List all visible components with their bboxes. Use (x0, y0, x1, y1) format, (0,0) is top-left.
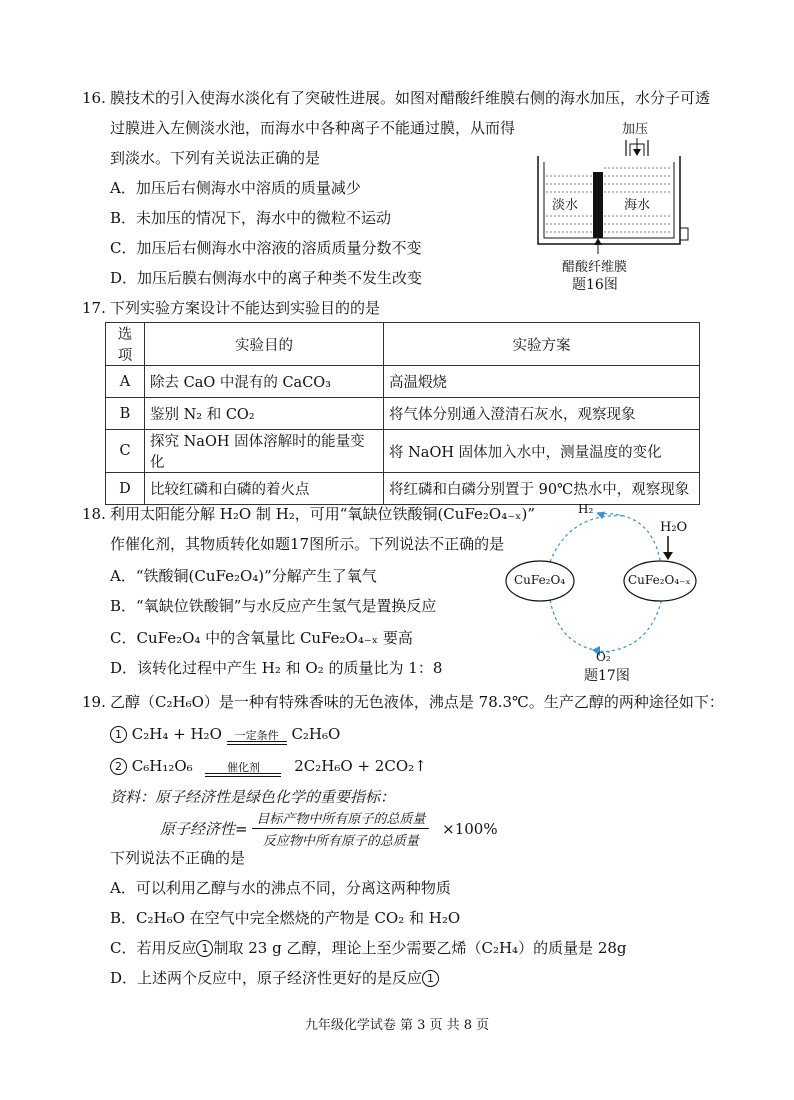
reaction2-mark: 2 (110, 758, 127, 775)
q18-line1: 利用太阳能分解 H₂O 制 H₂，可用“氧缺位铁酸铜(CuFe₂O₄₋ₓ)” (110, 505, 536, 523)
q19-option-d-mark: 1 (422, 970, 439, 987)
q19-info: 资料：原子经济性是绿色化学的重要指标： (110, 788, 396, 806)
formula-rhs: ×100% (442, 819, 498, 838)
row-plan: 将红磷和白磷分别置于 90℃热水中，观察现象 (384, 473, 700, 505)
q19-stem: 下列说法不正确的是 (110, 849, 246, 867)
q19-option-c-pre: C．若用反应 (110, 939, 197, 957)
sea-water-label: 海水 (624, 194, 650, 213)
table-row (106, 398, 700, 430)
q18-figure (500, 500, 700, 685)
table-row (106, 366, 700, 398)
q16-figure (530, 118, 700, 293)
q18-option-b: B．“氧缺位铁酸铜”与水反应产生氢气是置换反应 (110, 597, 437, 615)
q19-option-d-pre: D．上述两个反应中，原子经济性更好的是反应 (110, 969, 423, 987)
reaction2-condition (205, 762, 281, 777)
page-footer: 九年级化学试卷 第 3 页 共 8 页 (304, 1018, 490, 1033)
reaction1-condition (227, 730, 287, 745)
atom-economy-formula (160, 808, 498, 849)
outlet-pipe (680, 228, 688, 240)
membrane (593, 172, 603, 238)
q17-number: 17. (82, 299, 106, 317)
figure16-caption: 题16图 (572, 277, 618, 293)
header-goal: 实验目的 (145, 323, 384, 366)
formula-denominator: 反应物中所有原子的总质量 (262, 834, 419, 849)
h2-label: H₂ (578, 502, 594, 516)
row-goal: 除去 CaO 中混有的 CaCO₃ (145, 366, 384, 398)
row-option: C (106, 430, 145, 473)
q18-number: 18. (82, 505, 106, 523)
q19-number: 19. (82, 693, 106, 711)
q18-option-d: D．该转化过程中产生 H₂ 和 O₂ 的质量比为 1：8 (110, 659, 443, 677)
row-goal: 比较红磷和白磷的着火点 (145, 473, 384, 505)
q19-reaction1 (110, 724, 340, 745)
q19-reaction2 (110, 756, 427, 777)
reaction1-condition-label: 一定条件 (234, 729, 279, 742)
q18-option-c: C．CuFe₂O₄ 中的含氧量比 CuFe₂O₄₋ₓ 要高 (110, 629, 413, 647)
q19-option-c-post: 制取 23 g 乙醇，理论上至少需要乙烯（C₂H₄）的质量是 28g (213, 939, 627, 957)
right-node-label: CuFe₂O₄₋ₓ (628, 573, 691, 587)
q16-line3: 到淡水。下列有关说法正确的是 (110, 149, 321, 167)
row-option: D (106, 473, 145, 505)
reaction2-products: 2C₂H₆O + 2CO₂↑ (294, 757, 427, 775)
q16-line2: 过膜进入左侧淡水池，而海水中各种离子不能通过膜，从而得 (110, 119, 516, 137)
header-plan: 实验方案 (384, 323, 700, 366)
formula-numerator: 目标产物中所有原子的总质量 (252, 808, 429, 829)
row-goal: 鉴别 N₂ 和 CO₂ (145, 398, 384, 430)
arc-top-right (598, 514, 660, 560)
arc-top-left (550, 516, 625, 562)
q16-number: 16. (82, 89, 106, 107)
pressure-label: 加压 (622, 122, 649, 137)
reaction1-reactants: C₂H₄ + H₂O (131, 725, 222, 743)
o2-label: O₂ (596, 650, 611, 664)
h2o-label: H₂O (660, 520, 688, 535)
arc-bottom-right (600, 598, 662, 652)
q19-option-d (110, 968, 439, 988)
formula-lhs: 原子经济性= (160, 820, 248, 838)
q18-option-a: A．“铁酸铜(CuFe₂O₄)”分解产生了氧气 (110, 567, 377, 585)
q19-option-c-mark: 1 (196, 940, 213, 957)
table-row (106, 430, 700, 473)
row-plan: 将气体分别通入澄清石灰水，观察现象 (384, 398, 700, 430)
row-plan: 高温煅烧 (384, 366, 700, 398)
arc-bottom-left (550, 600, 610, 652)
header-option: 选项 (106, 323, 145, 366)
reaction2-reactants: C₆H₁₂O₆ (131, 757, 193, 775)
q17-stem: 下列实验方案设计不能达到实验目的的是 (110, 299, 381, 317)
reaction1-products: C₂H₆O (291, 725, 341, 743)
q16-option-b: B．未加压的情况下，海水中的微粒不运动 (110, 209, 392, 227)
row-plan: 将 NaOH 固体加入水中，测量温度的变化 (384, 430, 700, 473)
reaction1-mark: 1 (110, 726, 127, 743)
q16-option-d: D．加压后膜右侧海水中的离子种类不发生改变 (110, 269, 423, 287)
left-node-label: CuFe₂O₄ (514, 573, 566, 587)
membrane-label: 醋酸纤维膜 (562, 260, 628, 275)
fresh-water-label: 淡水 (552, 194, 578, 213)
row-option: A (106, 366, 145, 398)
q19-option-b: B．C₂H₆O 在空气中完全燃烧的产物是 CO₂ 和 H₂O (110, 909, 461, 927)
q17-table (105, 322, 700, 505)
q19-line1: 乙醇（C₂H₆O）是一种有特殊香味的无色液体，沸点是 78.3℃。生产乙醇的两种途径如下： (110, 693, 724, 711)
reaction2-condition-label: 催化剂 (226, 761, 260, 774)
figure17-caption: 题17图 (584, 668, 630, 684)
row-option: B (106, 398, 145, 430)
row-goal: 探究 NaOH 固体溶解时的能量变化 (145, 430, 384, 473)
q18-line2: 作催化剂，其物质转化如题17图所示。下列说法不正确的是 (110, 535, 505, 553)
q16-line1: 膜技术的引入使海水淡化有了突破性进展。如图对醋酸纤维膜右侧的海水加压，水分子可透 (110, 89, 711, 107)
q19-option-c (110, 938, 627, 958)
q19-option-a: A．可以利用乙醇与水的沸点不同，分离这两种物质 (110, 879, 451, 897)
q16-option-c: C．加压后右侧海水中溶液的溶质质量分数不变 (110, 239, 422, 257)
q16-option-a: A．加压后右侧海水中溶质的质量减少 (110, 179, 361, 197)
table-header-row (106, 323, 700, 366)
formula-fraction (252, 808, 429, 849)
